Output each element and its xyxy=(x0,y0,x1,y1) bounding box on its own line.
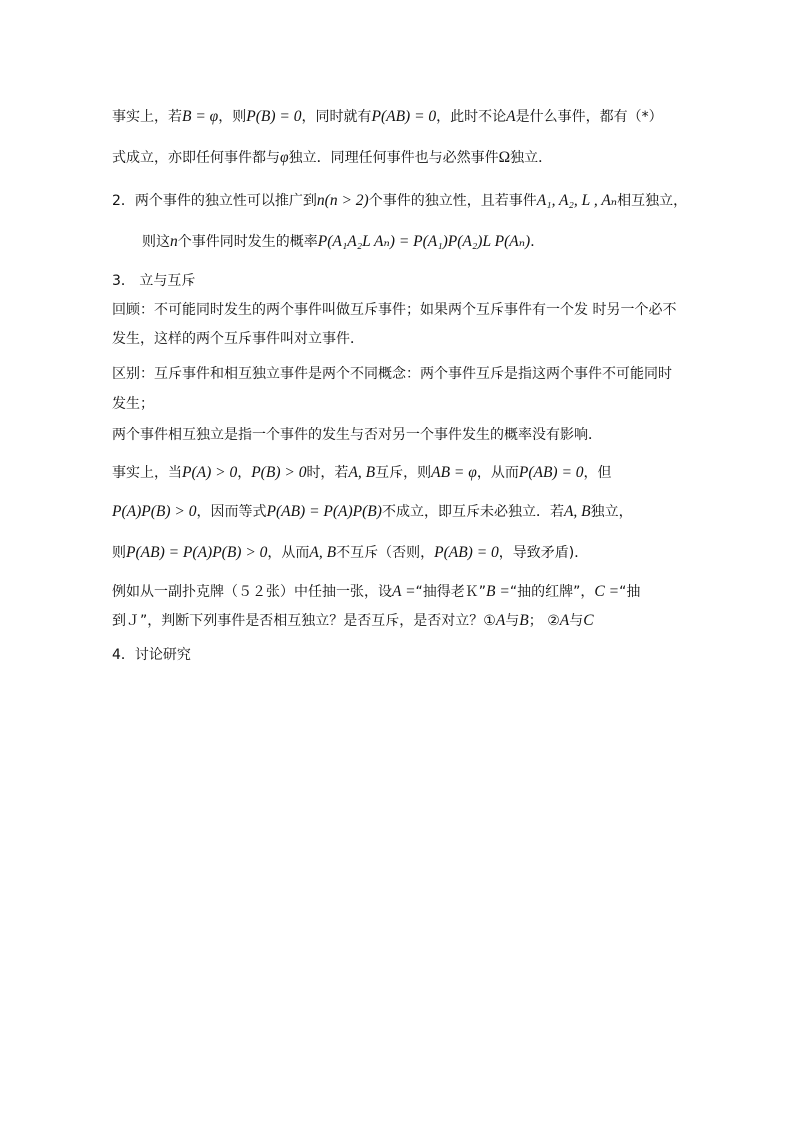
math: A xyxy=(559,612,570,629)
text: 是什么事件，都有（*） xyxy=(515,109,663,125)
math: A = xyxy=(392,583,416,600)
text: 例如从一副扑克牌（５２张）中任抽一张，设 xyxy=(112,584,392,600)
text: “抽得老Ｋ” xyxy=(415,584,487,600)
math: P(A) > 0 xyxy=(182,464,238,481)
text: 不互斥（否则， xyxy=(336,545,435,561)
difference-line-1: 区别：互斥事件和相互独立事件是两个不同概念：两个事件互斥是指这两个事件不可能同时 xyxy=(112,366,672,382)
text: 独立． xyxy=(510,150,553,166)
math: P(B) = 0 xyxy=(246,108,302,125)
text: 到Ｊ”，判断下列事件是否相互独立？是否互斥，是否对立？① xyxy=(112,613,496,629)
text: ，导致矛盾)． xyxy=(498,545,589,561)
math: A, B xyxy=(563,503,591,520)
section-heading-4: 4．讨论研究 xyxy=(112,647,191,663)
text: 个事件的独立性，且若事件 xyxy=(368,193,537,209)
text: 互斥，则 xyxy=(375,465,432,481)
text: 2．两个事件的独立性可以推广到 xyxy=(112,193,317,209)
text: ，此时不论 xyxy=(436,109,507,125)
text: 时，若 xyxy=(306,465,349,481)
math: C = xyxy=(594,583,620,600)
example-line-2 xyxy=(112,611,682,631)
text: ； ② xyxy=(528,613,560,629)
difference-line-3: 两个事件相互独立是指一个事件的发生与否对另一个事件发生的概率没有影响． xyxy=(112,427,602,443)
math: B = xyxy=(486,583,510,600)
math: P(B) > 0 xyxy=(251,464,307,481)
math: P(A₁A₂L Aₙ) = P(A₁)P(A₂)L P(Aₙ) xyxy=(317,233,531,250)
text: 个事件同时发生的概率 xyxy=(177,234,318,250)
math: P(A)P(B) > 0 xyxy=(112,503,197,520)
paragraph-line-2 xyxy=(112,148,682,168)
item-2-line-2 xyxy=(142,232,682,252)
text: 与 xyxy=(505,613,520,629)
text: ，则 xyxy=(218,109,247,125)
text: ，因而等式 xyxy=(196,504,267,520)
text: 不成立，即互斥未必独立．若 xyxy=(381,504,564,520)
math: P(AB) = P(A)P(B) xyxy=(266,503,382,520)
math: A₁, A₂, L , Aₙ xyxy=(536,192,618,209)
math: P(AB) = 0 xyxy=(518,464,584,481)
fact-line-2 xyxy=(112,502,682,522)
difference-line-2: 发生； xyxy=(112,396,154,412)
text: 则 xyxy=(112,545,126,561)
text: ，但 xyxy=(583,465,612,481)
fact-line-1 xyxy=(112,463,682,483)
text: ，同时就有 xyxy=(301,109,372,125)
text: 则这 xyxy=(142,234,170,250)
math: B = φ xyxy=(182,108,219,125)
text: 独立， xyxy=(590,504,633,520)
text: 事实上，当 xyxy=(112,465,182,481)
math: φ xyxy=(280,149,289,166)
math: n(n > 2) xyxy=(316,192,369,209)
example-line-1 xyxy=(112,582,682,602)
math: Ω xyxy=(498,149,511,166)
text: 式成立，亦即任何事件都与 xyxy=(112,150,280,166)
math: P(AB) = 0 xyxy=(371,108,437,125)
text: “抽的红牌”， xyxy=(509,584,595,600)
math: n xyxy=(170,233,178,250)
text: 与 xyxy=(569,613,584,629)
math: A, B xyxy=(309,544,337,561)
section-heading-3: 3． 立与互斥 xyxy=(112,273,196,289)
item-2-line-1 xyxy=(112,191,688,211)
review-line-1: 回顾：不可能同时发生的两个事件叫做互斥事件；如果两个互斥事件有一个发 时另一个必不 xyxy=(112,302,677,318)
text: ． xyxy=(530,234,545,250)
text: “抽 xyxy=(619,584,641,600)
math: C xyxy=(583,612,594,629)
fact-line-3 xyxy=(112,543,682,563)
text: 事实上，若 xyxy=(112,109,182,125)
math: AB = φ xyxy=(431,464,477,481)
math: P(AB) = P(A)P(B) > 0 xyxy=(126,544,268,561)
text: 独立．同理任何事件也与必然事件 xyxy=(288,150,499,166)
text: ，从而 xyxy=(476,465,519,481)
paragraph-line-1 xyxy=(112,107,682,127)
text: ， xyxy=(237,465,252,481)
text: 相互独立， xyxy=(617,193,688,209)
math: A xyxy=(506,108,516,125)
math: A xyxy=(495,612,506,629)
review-line-2: 发生，这样的两个互斥事件叫对立事件． xyxy=(112,331,364,347)
math: B xyxy=(519,612,529,629)
math: P(AB) = 0 xyxy=(434,544,499,561)
text: ，从而 xyxy=(267,545,310,561)
math: A, B xyxy=(348,464,376,481)
